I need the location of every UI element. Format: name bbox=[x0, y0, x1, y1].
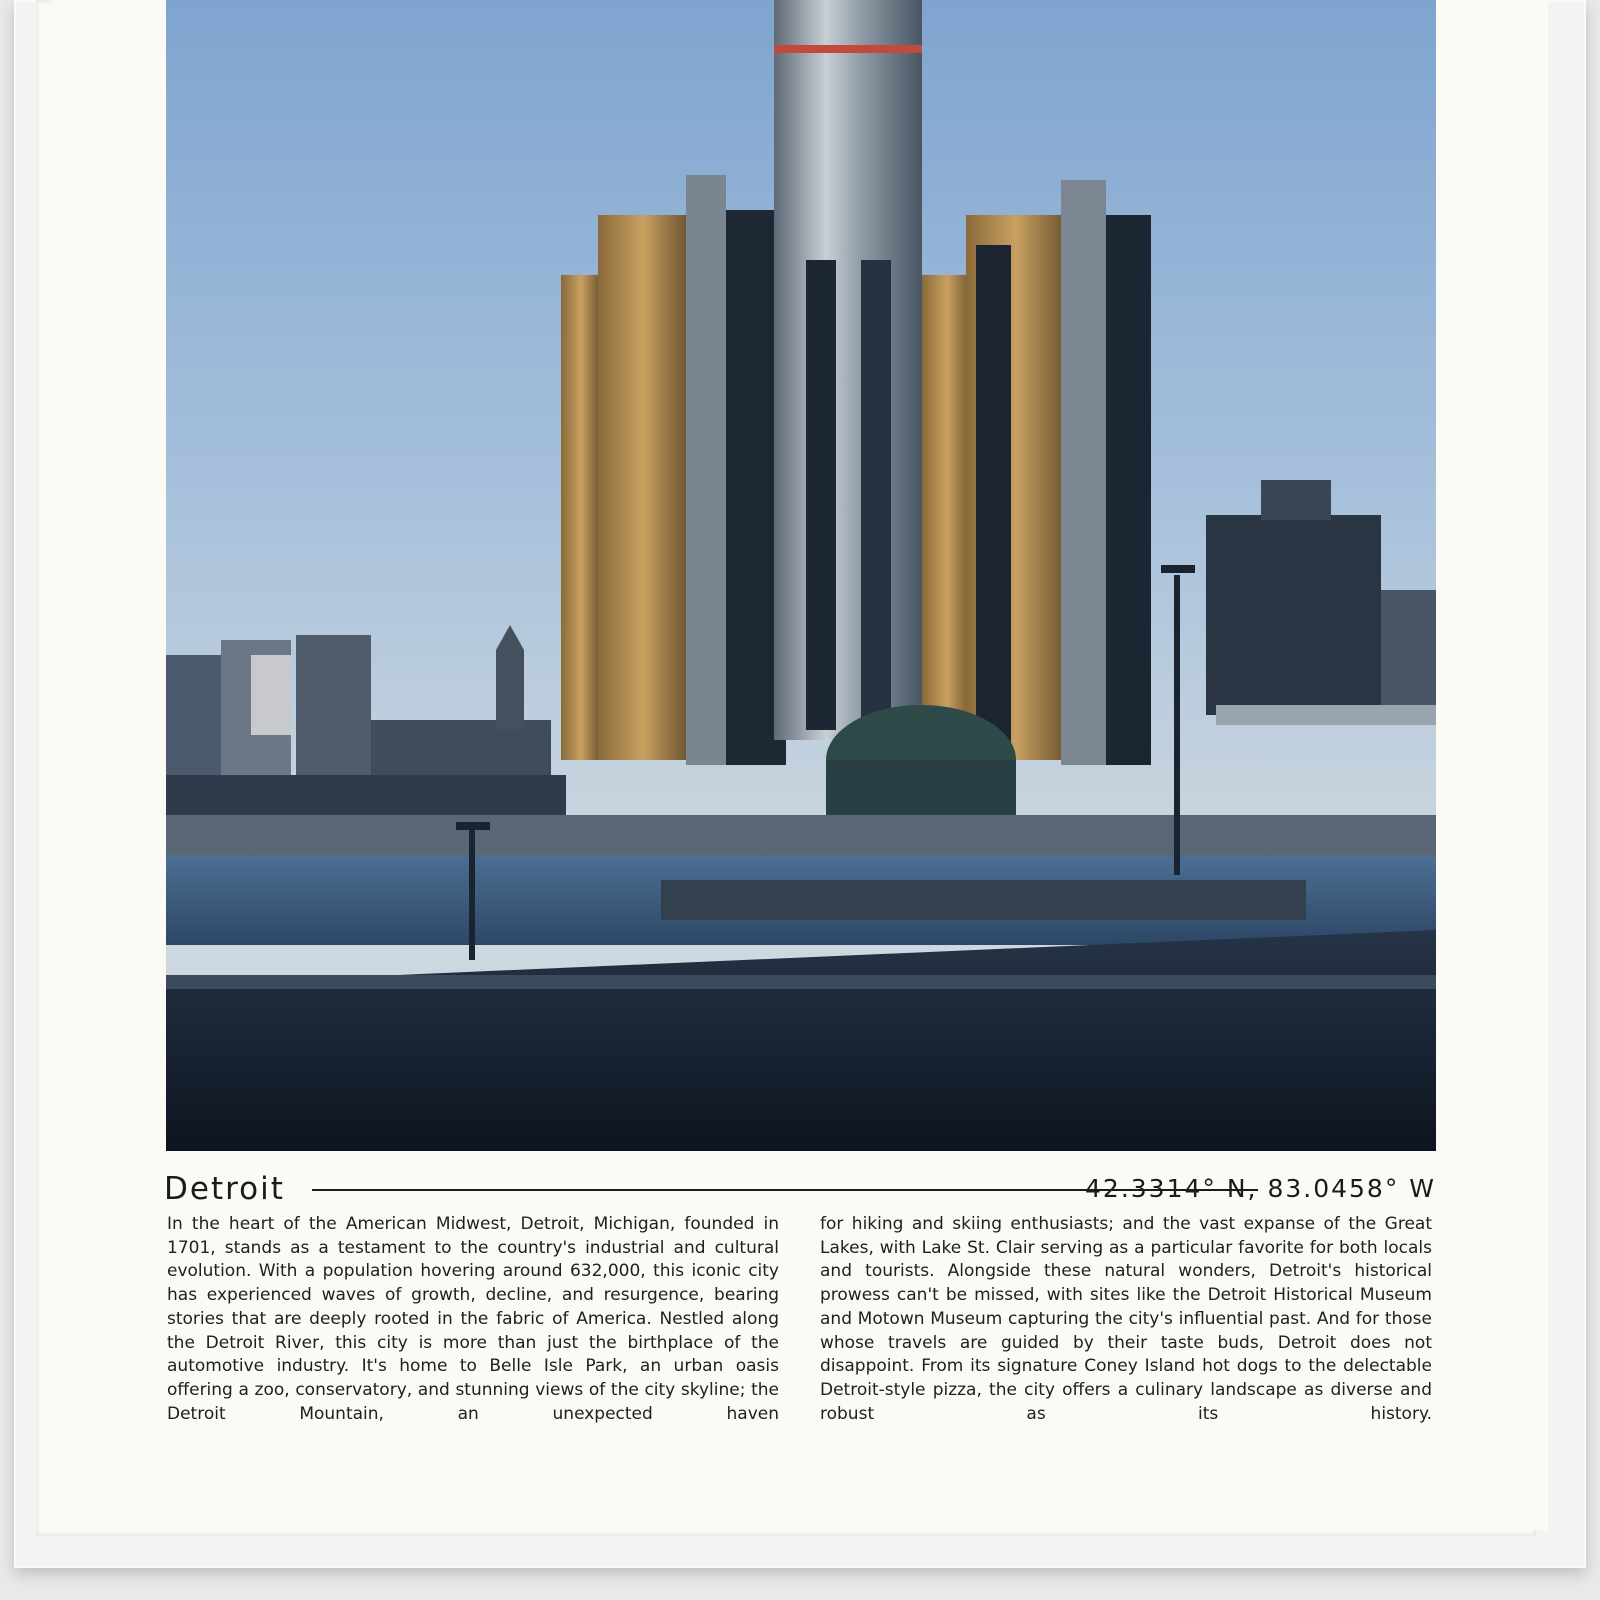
coordinates: 42.3314° N, 83.0458° W bbox=[1085, 1174, 1436, 1203]
city-title: Detroit bbox=[164, 1171, 285, 1207]
title-row bbox=[164, 1170, 1436, 1210]
description-right: for hiking and skiing enthusiasts; and the vast expanse of the Great Lakes, with Lake St. Clair serving as a particular favorite for both locals and tourists. Alongside these natural wonders, Detroit's historical prowess can't be missed, with sites like the Detroit Historical Museum and Motown Museum capturing the city's influential past. And for those whose travels are guided by their taste buds, Detroit does not disappoint. From its signature Coney Island hot dogs to the delectable Detroit-style pizza, the city offers a culinary landscape as diverse and robust as its history. bbox=[820, 1214, 1432, 1424]
skyline-painting bbox=[166, 0, 1436, 1151]
description-left: In the heart of the American Midwest, Detroit, Michigan, founded in 1701, stands as a testament to the country's industrial and cultural evolution. With a population hovering around 632,000, this iconic city has experienced waves of growth, decline, and resurgence, bearing stories that are deeply rooted in the fabric of America. Nestled along the Detroit River, this city is more than just the birthplace of the automotive industry. It's home to Belle Isle Park, an urban oasis offering a zoo, conservatory, and stunning views of the city skyline; the Detroit Mountain, an unexpected haven bbox=[167, 1214, 779, 1424]
